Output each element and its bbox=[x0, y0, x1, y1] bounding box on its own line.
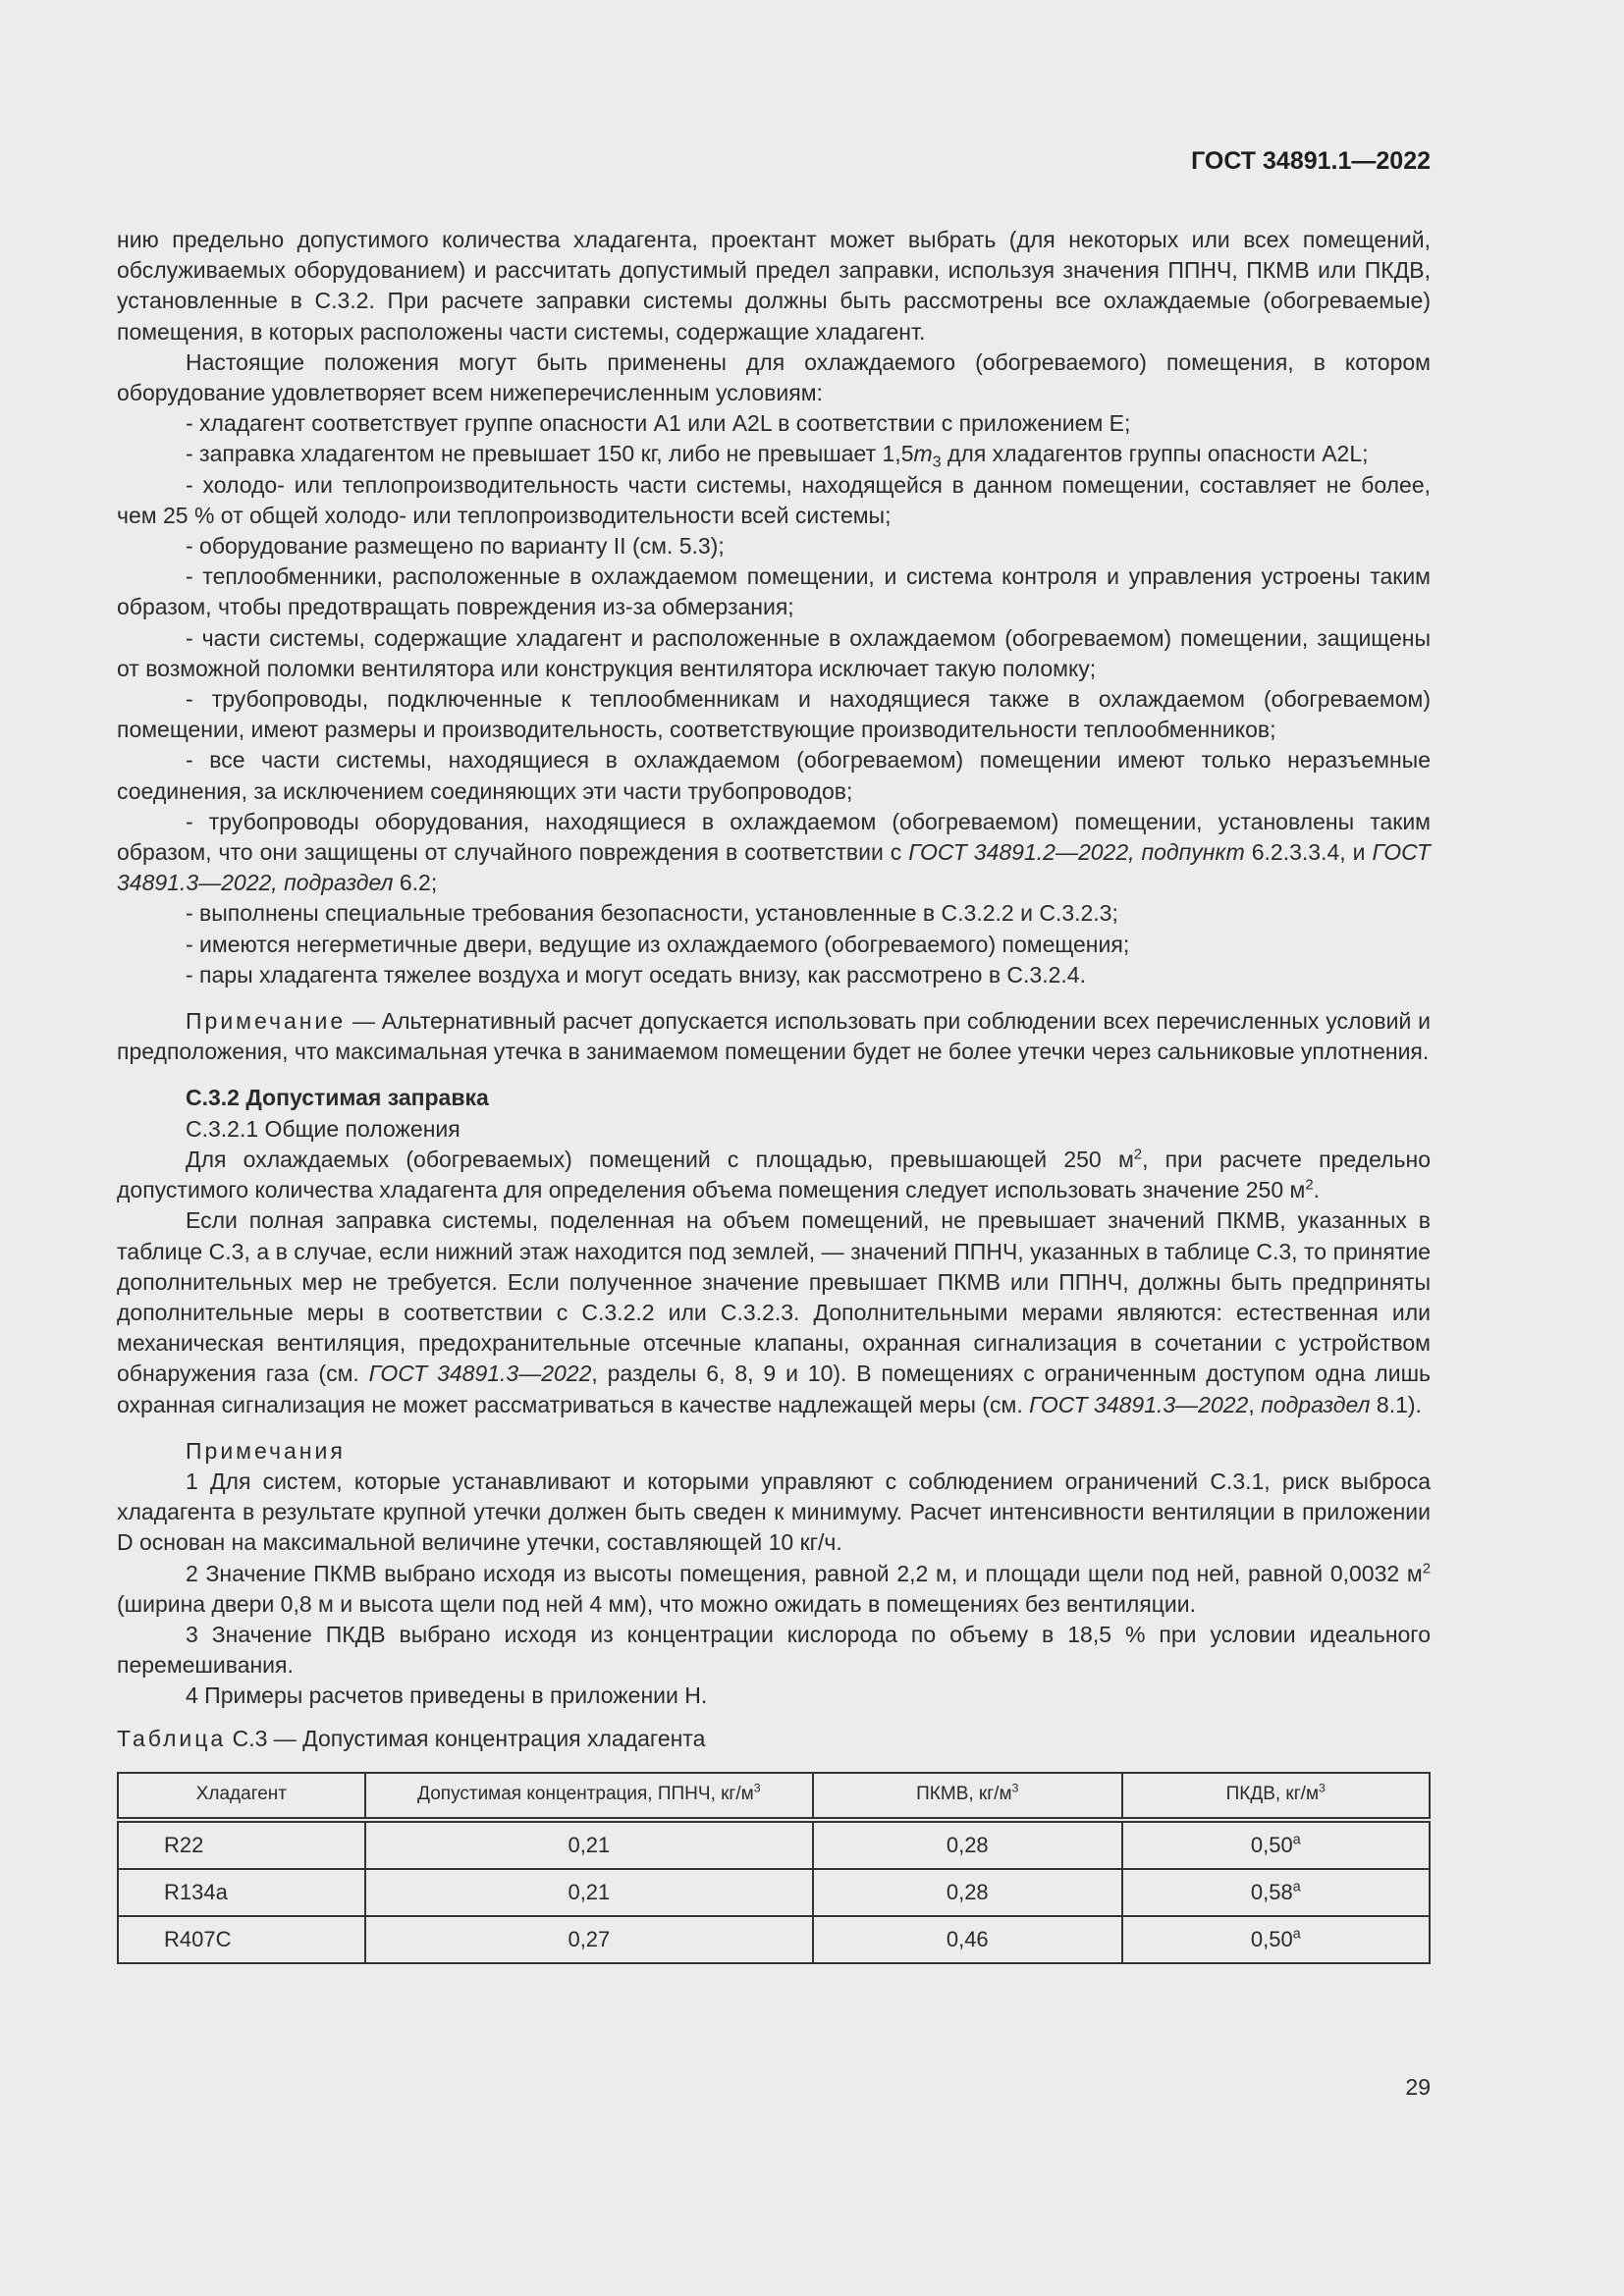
cell-value: 0,58 bbox=[1250, 1879, 1293, 1904]
paragraph: нию предельно допустимого количества хладагента, проектант может выбрать (для некоторых или всех помещений, обслуживаемых оборудованием) и рассчитать допустимый предел заправки, используя значения ППНЧ, ПКМВ или ПКДВ, установленные в С.3.2. При расчете заправки системы должны быть рассмотрены все охлаждаемые (обогреваемые) помещения, в которых расположены части системы, содержащие хладагент. bbox=[117, 227, 1431, 345]
italic-reference: ГОСТ 34891.3—2022, подраздел bbox=[117, 839, 1431, 896]
text-span: 6.2.3.3.4, и bbox=[1244, 839, 1373, 866]
note-item: 3 Значение ПКДВ выбрано исходя из концентрации кислорода по объему в 18,5 % при условии идеального перемешивания. bbox=[117, 1621, 1431, 1679]
header-pkmv bbox=[813, 1773, 1121, 1820]
italic-symbol: m bbox=[913, 441, 933, 467]
paragraph: Настоящие положения могут быть применены для охлаждаемого (обогреваемого) помещения, в котором оборудование удовлетворяет всем нижеперечисленным условиям: bbox=[117, 348, 1431, 406]
header-text: ПКДВ, кг/м bbox=[1225, 1784, 1320, 1805]
cell-pkmv: 0,46 bbox=[813, 1916, 1121, 1963]
table-label: Таблица bbox=[117, 1725, 227, 1751]
italic-reference: ГОСТ 34891.3—2022 bbox=[368, 1361, 592, 1387]
page-number: 29 bbox=[1405, 2074, 1431, 2100]
note bbox=[117, 1006, 1431, 1067]
footnote-mark: a bbox=[1292, 1879, 1301, 1896]
note-item: 4 Примеры расчетов приведены в приложении Н. bbox=[186, 1682, 708, 1709]
text-span: 6.2; bbox=[393, 870, 438, 896]
list-item bbox=[117, 439, 1431, 472]
text-span: Для охлаждаемых (обогреваемых) помещений с площадью, превышающей 250 м bbox=[186, 1146, 1134, 1172]
document-code-header: ГОСТ 34891.1—2022 bbox=[1191, 147, 1431, 175]
cell-pkmv: 0,28 bbox=[813, 1820, 1121, 1869]
text-span: , разделы 6, 8, 9 и 10). В помещениях с ограниченным доступом одна лишь охранная сигнализация не может рассматриваться в качестве надлежащей меры (см. bbox=[117, 1361, 1431, 1417]
subsection-heading: С.3.2.1 Общие положения bbox=[186, 1115, 460, 1142]
notes-label: Примечания bbox=[186, 1437, 346, 1464]
cell-refrigerant: R134a bbox=[118, 1869, 365, 1916]
text-span: Если полная заправка системы, поделенная на объем помещений, не превышает значений ПКМВ, указанных в таблице С.3, а в случае, если нижний этаж находится под землей, — значений ППНЧ, указанных в таблице С.3, то принятие дополнительных мер не требуется. Если полученное значение превышает ПКМВ или ППНЧ, должны быть предприняты дополнительные меры в соответствии с С.3.2.2 или С.3.2.3. Дополнительными мерами являются: естественная или механическая вентиляция, предохранительные отсечные клапаны, охранная сигнализация в сочетании с устройством обнаружения газа (см. bbox=[117, 1207, 1431, 1387]
superscript: 2 bbox=[1305, 1176, 1314, 1194]
cell-ppnch: 0,27 bbox=[365, 1916, 813, 1963]
list-item: - части системы, содержащие хладагент и расположенные в охлаждаемом (обогреваемом) помещении, защищены от возможной поломки вентилятора или конструкция вентилятора исключает такую поломку; bbox=[117, 624, 1431, 681]
list-item: - выполнены специальные требования безопасности, установленные в С.3.2.2 и С.3.2.3; bbox=[186, 900, 1118, 927]
header-refrigerant: Хладагент bbox=[118, 1773, 365, 1820]
list-item: - имеются негерметичные двери, ведущие из охлаждаемого (обогреваемого) помещения; bbox=[186, 931, 1130, 957]
cell-ppnch: 0,21 bbox=[365, 1869, 813, 1916]
list-item: - холодо- или теплопроизводительность части системы, находящейся в данном помещении, составляет не более, чем 25 % от общей холодо- или теплопроизводительности всей системы; bbox=[117, 471, 1431, 528]
paragraph bbox=[117, 1205, 1431, 1419]
superscript: 3 bbox=[753, 1782, 761, 1796]
cell-pkdv bbox=[1122, 1869, 1431, 1916]
cell-refrigerant: R22 bbox=[118, 1820, 365, 1869]
italic-reference: ГОСТ 34891.3—2022 bbox=[1029, 1391, 1249, 1417]
list-item: - трубопроводы, подключенные к теплообменникам и находящиеся также в охлаждаемом (обогреваемом) помещении, имеют размеры и производительность, соответствующие производительности теплообменников; bbox=[117, 686, 1431, 743]
footnote-mark: a bbox=[1292, 1926, 1301, 1943]
note-item: 1 Для систем, которые устанавливают и которыми управляют с соблюдением ограничений С.3.1, риск выброса хладагента в результате крупной утечки должен быть сведен к минимуму. Расчет интенсивности вентиляции в приложении D основан на максимальной величине утечки, составляющей 10 кг/ч. bbox=[117, 1468, 1431, 1556]
text-span: 8.1). bbox=[1370, 1391, 1422, 1417]
table-row bbox=[118, 1869, 1430, 1916]
header-pkdv bbox=[1122, 1773, 1431, 1820]
superscript: 2 bbox=[1422, 1559, 1431, 1576]
text-span: - заправка хладагентом не превышает 150 кг, либо не превышает 1,5 bbox=[186, 441, 914, 467]
text-span: . bbox=[1313, 1177, 1321, 1203]
superscript: 3 bbox=[1319, 1782, 1326, 1796]
note-label: Примечание bbox=[186, 1008, 347, 1035]
table-row bbox=[118, 1820, 1430, 1869]
header-text: Допустимая концентрация, ППНЧ, кг/м bbox=[417, 1784, 754, 1805]
text-span: 2 Значение ПКМВ выбрано исходя из высоты помещения, равной 2,2 м, и площади щели под ней, равной 0,0032 м bbox=[186, 1560, 1423, 1586]
list-item bbox=[117, 807, 1431, 899]
cell-refrigerant: R407C bbox=[118, 1916, 365, 1963]
italic-reference: подраздел bbox=[1261, 1391, 1371, 1417]
cell-value: 0,50 bbox=[1250, 1926, 1293, 1951]
text-span: для хладагентов группы опасности A2L; bbox=[941, 441, 1369, 467]
footnote-mark: a bbox=[1292, 1832, 1301, 1848]
superscript: 2 bbox=[1133, 1146, 1143, 1163]
cell-pkdv bbox=[1122, 1916, 1431, 1963]
list-item: - хладагент соответствует группе опасности А1 или A2L в соответствии с приложением Е; bbox=[186, 410, 1131, 437]
text-span: , при расчете предельно допустимого количества хладагента для определения объема помещения следует использовать значение 250 м bbox=[117, 1146, 1431, 1203]
header-ppnch bbox=[365, 1773, 813, 1820]
superscript: 3 bbox=[1011, 1782, 1019, 1796]
paragraph bbox=[117, 1145, 1431, 1205]
cell-pkdv bbox=[1122, 1820, 1431, 1869]
table-title bbox=[117, 1724, 1431, 1754]
list-item: - пары хладагента тяжелее воздуха и могут оседать внизу, как рассмотрено в С.3.2.4. bbox=[186, 961, 1086, 988]
cell-value: 0,50 bbox=[1250, 1832, 1293, 1857]
note-item bbox=[117, 1559, 1431, 1620]
header-text: ПКМВ, кг/м bbox=[916, 1784, 1012, 1805]
text-span: - трубопроводы оборудования, находящиеся в охлаждаемом (обогреваемом) помещении, установлены таким образом, что они защищены от случайного повреждения в соответствии с bbox=[117, 808, 1431, 866]
document-body bbox=[117, 225, 1431, 1964]
table-caption: С.3 — Допустимая концентрация хладагента bbox=[226, 1725, 706, 1751]
list-item: - теплообменники, расположенные в охлаждаемом помещении, и система контроля и управления устроены таким образом, чтобы предотвращать повреждения из-за обмерзания; bbox=[117, 563, 1431, 620]
subscript: 3 bbox=[932, 454, 942, 472]
section-heading: С.3.2 Допустимая заправка bbox=[186, 1085, 489, 1111]
cell-ppnch: 0,21 bbox=[365, 1820, 813, 1869]
table-header-row bbox=[118, 1773, 1430, 1820]
text-span: , bbox=[1248, 1391, 1262, 1417]
italic-reference: ГОСТ 34891.2—2022, подпункт bbox=[908, 839, 1245, 866]
note-text: — Альтернативный расчет допускается использовать при соблюдении всех перечисленных условий и предположения, что максимальная утечка в занимаемом помещении будет не более утечки через сальниковые уплотнения. bbox=[117, 1008, 1431, 1065]
cell-pkmv: 0,28 bbox=[813, 1869, 1121, 1916]
list-item: - все части системы, находящиеся в охлаждаемом (обогреваемом) помещении имеют только неразъемные соединения, за исключением соединяющих эти части трубопроводов; bbox=[117, 747, 1431, 804]
text-span: (ширина двери 0,8 м и высота щели под ней 4 мм), что можно ожидать в помещениях без вентиляции. bbox=[117, 1590, 1196, 1617]
list-item: - оборудование размещено по варианту II (см. 5.3); bbox=[186, 533, 725, 560]
table-row bbox=[118, 1916, 1430, 1963]
concentration-table bbox=[117, 1772, 1431, 1964]
